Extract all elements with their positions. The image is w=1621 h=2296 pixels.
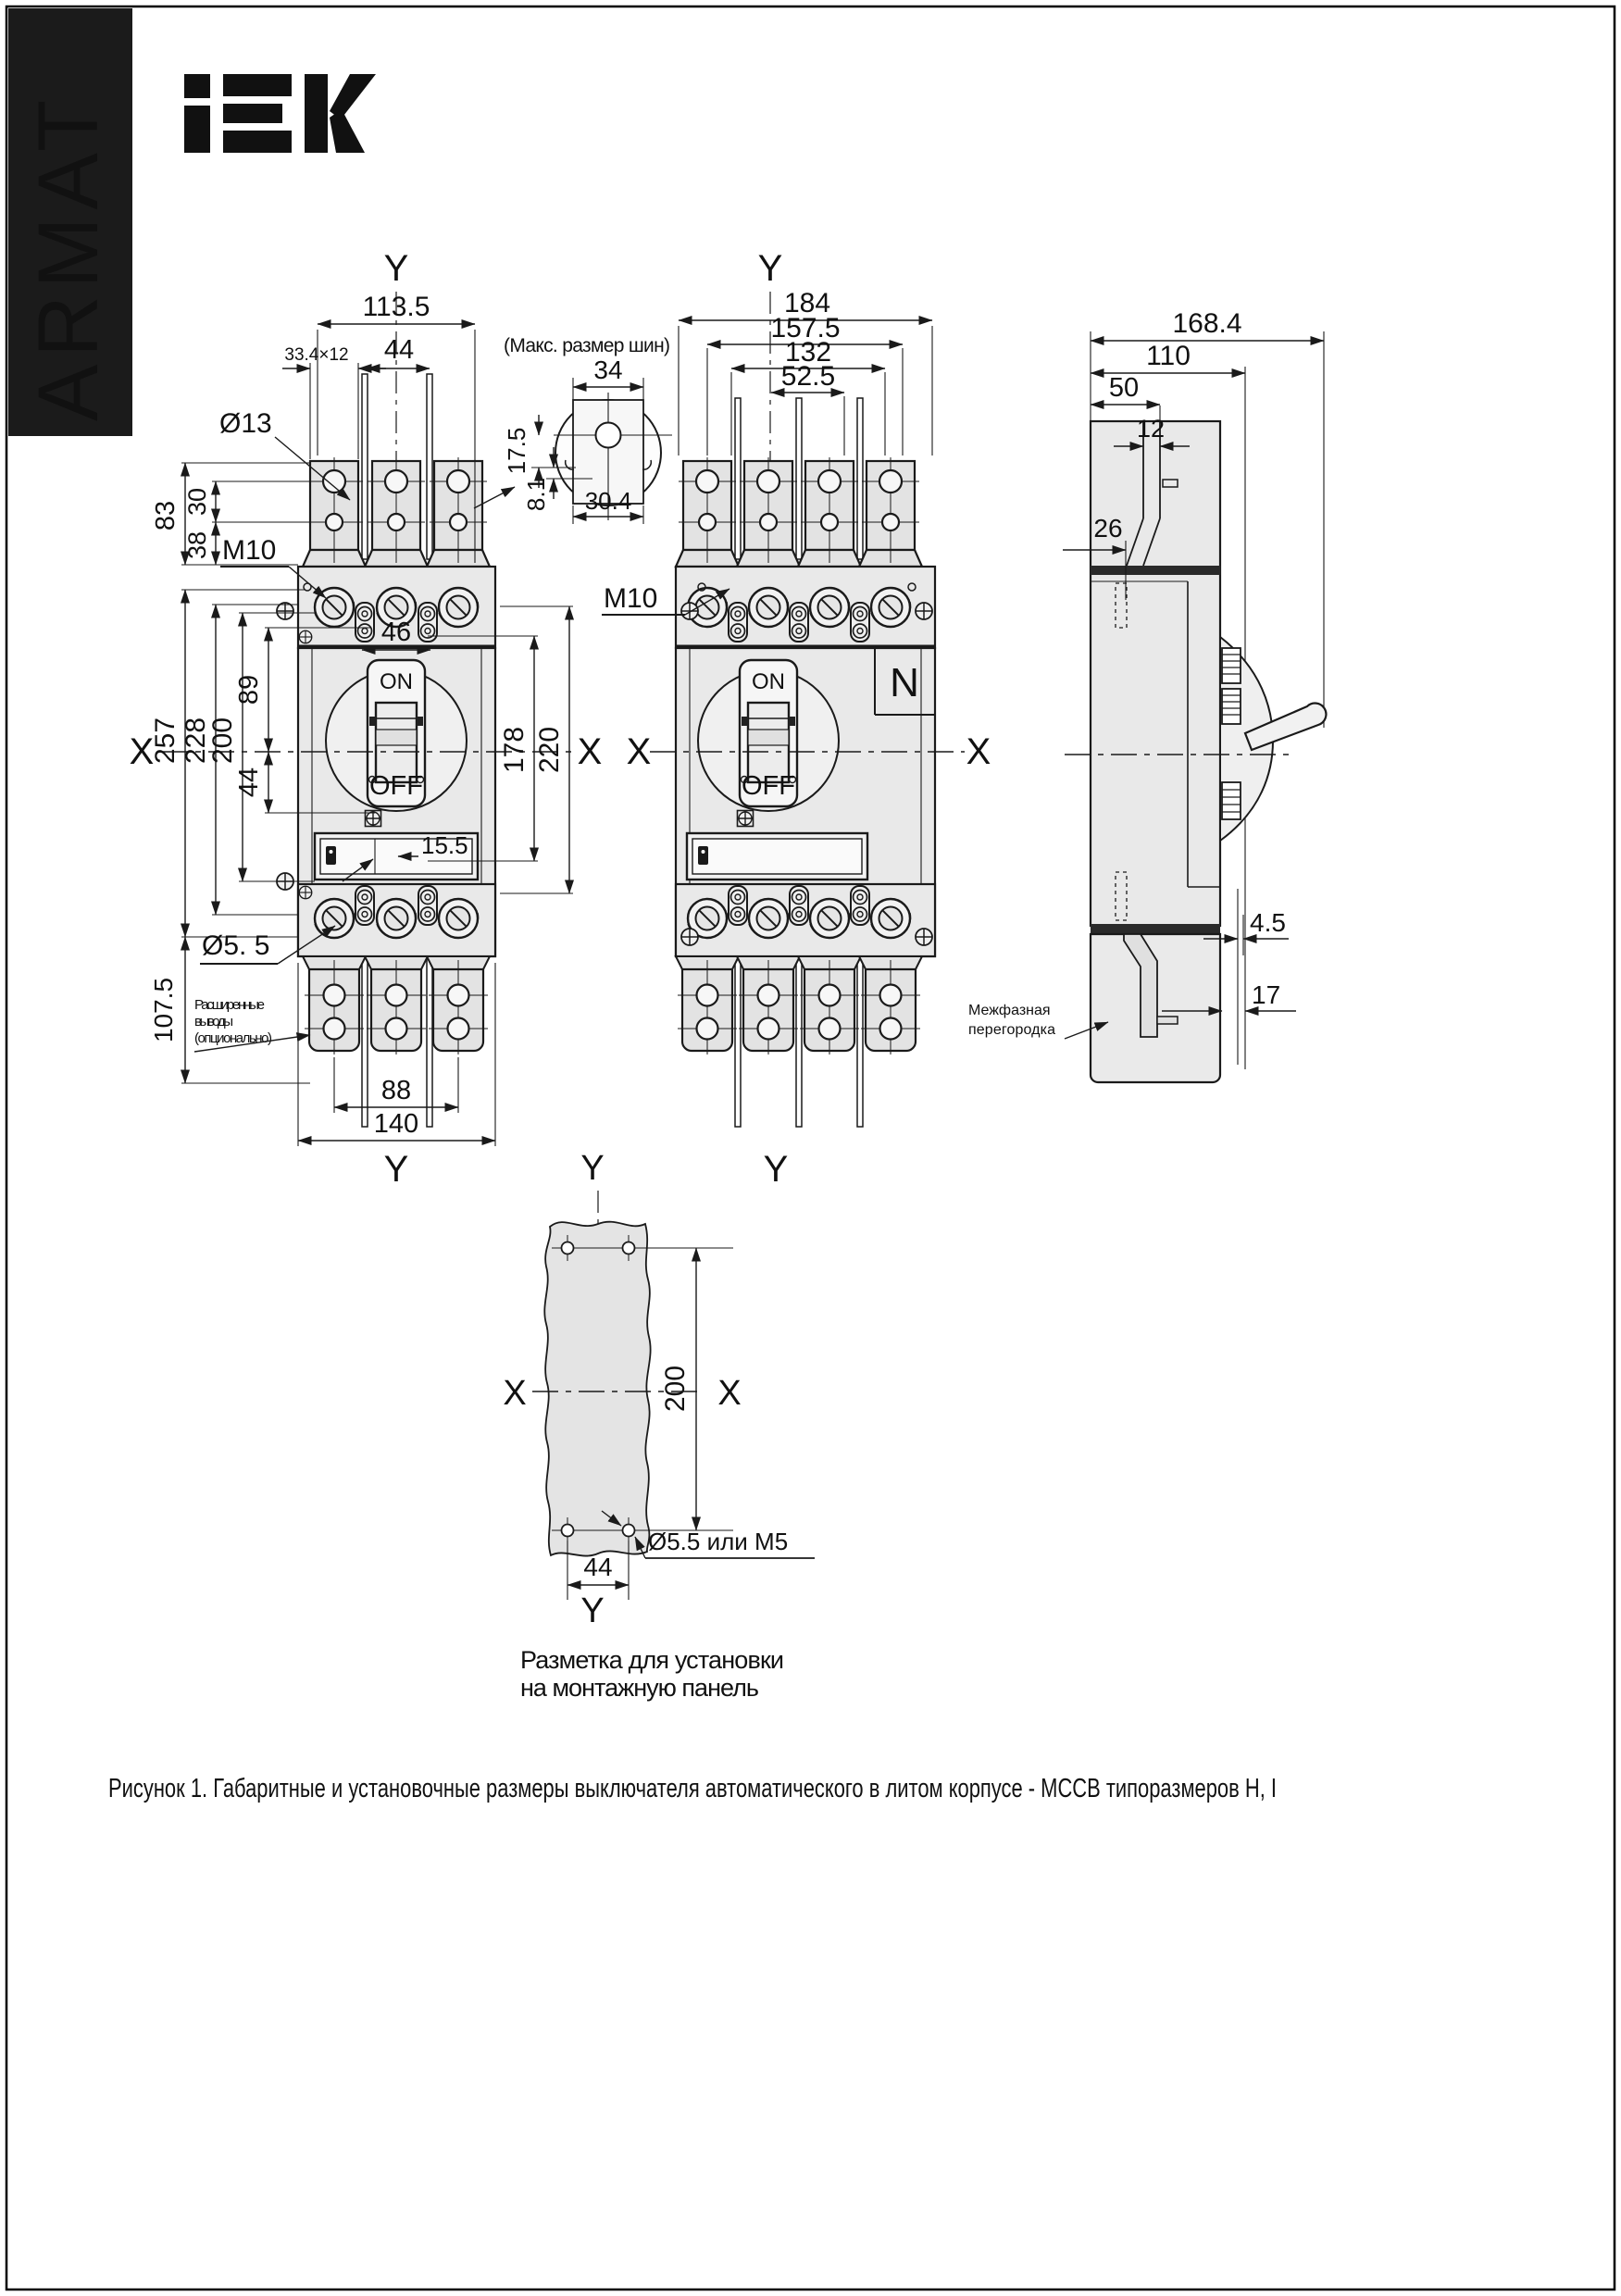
dim-178: 178 [499, 726, 530, 774]
axis-y-label: Y [383, 248, 409, 289]
dim-17: 17 [1252, 980, 1281, 1009]
brand-banner-text: ARMAT [21, 92, 116, 421]
note-interphase-1: Межфазная [968, 1003, 1051, 1018]
bus-note: (Макс. размер шин) [504, 335, 670, 356]
note-extended-2: выводы [194, 1014, 233, 1029]
note-interphase-2: перегородка [968, 1022, 1055, 1038]
dim-1575: 157.5 [770, 313, 841, 343]
neutral-pole-label: N [890, 660, 919, 705]
dim-lug-section: 33.4×12 [284, 345, 349, 365]
panel-cutout-strip [544, 1222, 650, 1556]
off-label: OFF [742, 771, 795, 801]
dim-30: 30 [183, 487, 211, 517]
dim-140: 140 [373, 1109, 419, 1139]
off-label: OFF [369, 771, 423, 801]
thread-spec: M10 [604, 583, 658, 614]
dim-bus-175: 17.5 [503, 427, 530, 475]
dim-body-height: 228 [181, 717, 211, 765]
dim-bus-304: 30.4 [584, 487, 632, 515]
bus-detail [474, 335, 672, 524]
dim-88: 88 [380, 1076, 412, 1105]
template-caption-2: на монтажную панель [520, 1674, 759, 1702]
note-extended-3: (опционально) [194, 1030, 272, 1046]
dim-pole-pitch: 44 [383, 335, 415, 365]
mount-template [503, 1149, 815, 1702]
view-side [1065, 331, 1326, 1082]
axis-x-label: X [717, 1374, 742, 1413]
dim-bottom-hole: Ø5. 5 [202, 930, 270, 961]
dim-45: 4.5 [1250, 908, 1286, 937]
dim-mount-height: 200 [207, 717, 238, 765]
axis-x-label: X [577, 731, 603, 772]
axis-y-label: Y [383, 1149, 409, 1190]
dim-total-height: 257 [150, 717, 181, 765]
on-label: ON [380, 669, 413, 694]
axis-y-label: Y [757, 248, 783, 289]
dim-26: 26 [1093, 514, 1123, 543]
dim-50: 50 [1108, 373, 1140, 403]
dim-12: 12 [1136, 415, 1166, 443]
dim-184: 184 [783, 288, 831, 318]
dim-1075: 107.5 [149, 977, 178, 1043]
axis-x-label: X [129, 731, 155, 772]
on-label: ON [752, 669, 785, 694]
dim-220: 220 [534, 726, 565, 774]
axis-y-label: Y [763, 1149, 789, 1190]
iek-logo [184, 74, 376, 153]
brand-banner [8, 8, 132, 436]
thread-spec: M10 [222, 535, 277, 566]
dim-525: 52.5 [780, 361, 836, 392]
dim-1684: 168.4 [1172, 308, 1242, 339]
dim-132: 132 [784, 337, 832, 368]
dim-top-hole: Ø13 [219, 408, 272, 439]
axis-x-label: X [966, 731, 991, 772]
dim-110: 110 [1146, 341, 1191, 371]
axis-x-label: X [503, 1374, 527, 1413]
dim-tpl-44: 44 [583, 1553, 613, 1581]
axis-x-label: X [626, 731, 652, 772]
dim-bus-34: 34 [593, 356, 623, 384]
dim-46: 46 [380, 618, 412, 647]
dim-38: 38 [183, 530, 211, 560]
dim-44-lower: 44 [234, 767, 264, 798]
view-front-3pole [130, 248, 603, 1127]
template-caption-1: Разметка для установки [520, 1646, 784, 1674]
axis-y-label: Y [580, 1591, 605, 1630]
axis-y-label: Y [580, 1149, 605, 1188]
dim-bus-81: 8.1 [522, 477, 550, 512]
dim-tpl-200: 200 [660, 1365, 691, 1413]
dim-89: 89 [234, 674, 264, 705]
note-extended-1: Расширенные [194, 997, 265, 1013]
figure-caption: Рисунок 1. Габаритные и установочные размеры выключателя автоматического в литом корпусе - МССВ типоразмеров Н, I [108, 1774, 1277, 1803]
dim-83: 83 [151, 500, 181, 531]
dim-overall-top-width: 113.5 [362, 292, 430, 322]
hole-spec: Ø5.5 или M5 [648, 1528, 789, 1555]
dim-155: 15.5 [421, 831, 468, 859]
